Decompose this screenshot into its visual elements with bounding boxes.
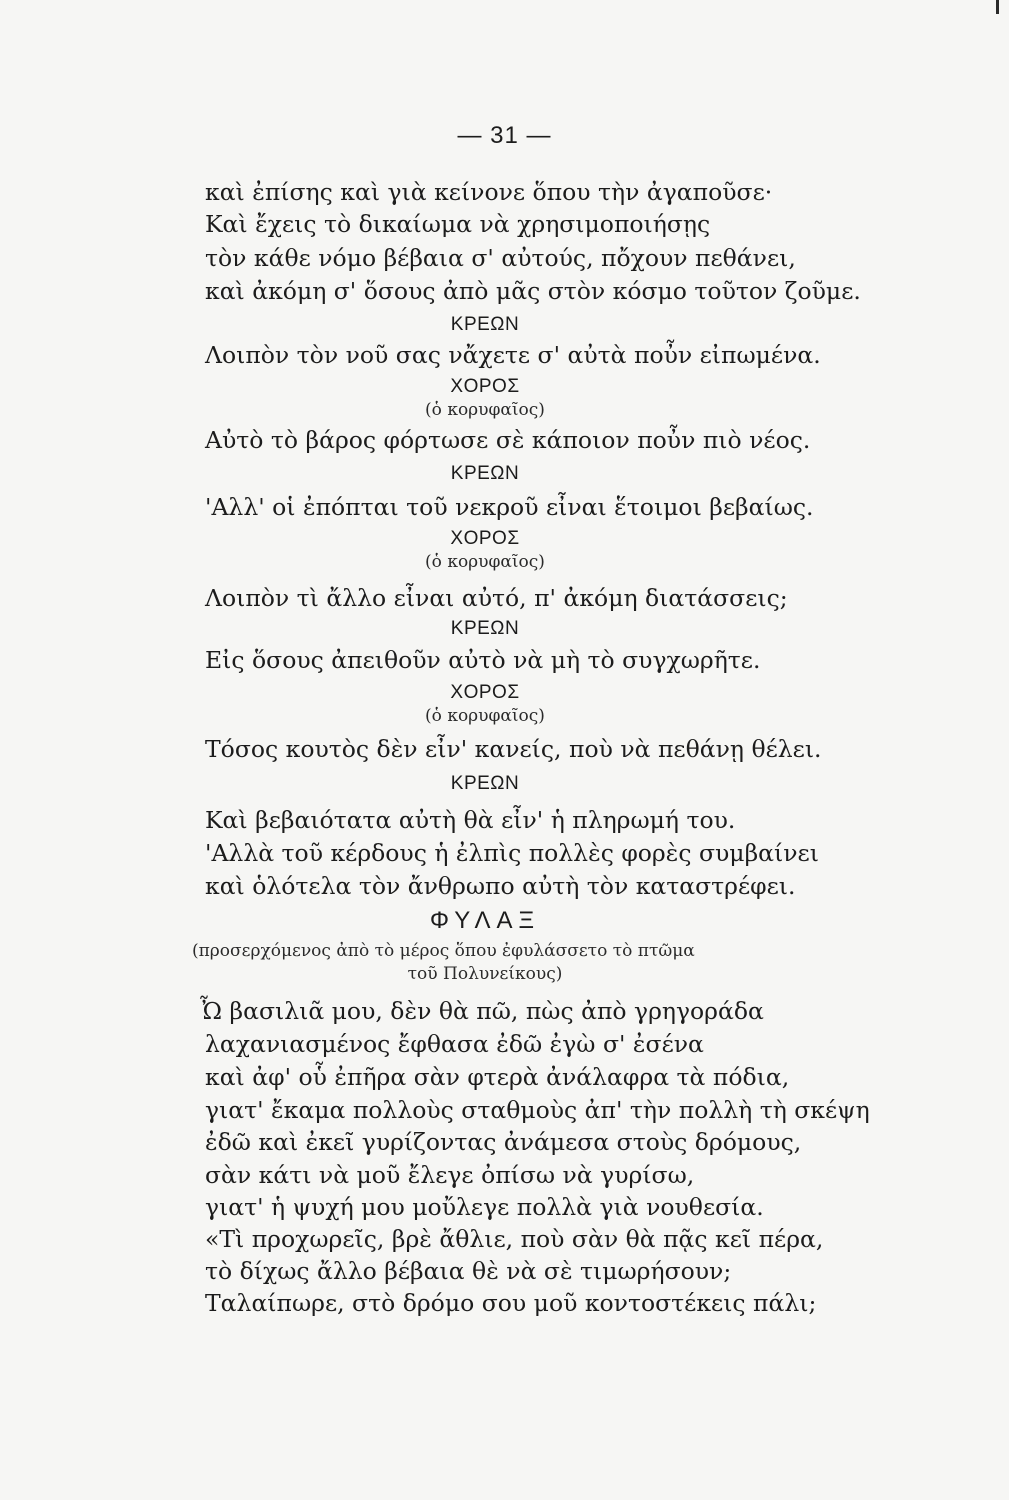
speaker-chorus: ΧΟΡΟΣ: [450, 528, 520, 549]
verse-line: καὶ ὁλότελα τὸν ἄνθρωπο αὐτὴ τὸν καταστρέφει.: [205, 872, 796, 900]
speaker-creon: ΚΡΕΩΝ: [450, 314, 520, 335]
scan-edge-mark: [996, 0, 999, 14]
verse-line: καὶ ἀκόμη σ' ὅσους ἀπὸ μᾶς στὸν κόσμο τοῦτον ζοῦμε.: [205, 277, 861, 305]
verse-line: Ταλαίπωρε, στὸ δρόμο σου μοῦ κοντοστέκεις πάλι;: [205, 1289, 817, 1317]
stage-direction: (ὁ κορυφαῖος): [425, 552, 545, 572]
stage-direction: (ὁ κορυφαῖος): [425, 400, 545, 420]
speaker-chorus: ΧΟΡΟΣ: [450, 376, 520, 397]
verse-line: ἐδῶ καὶ ἐκεῖ γυρίζοντας ἀνάμεσα στοὺς δρόμους,: [205, 1128, 802, 1156]
verse-line: Αὐτὸ τὸ βάρος φόρτωσε σὲ κάποιον ποὖν πιὸ νέος.: [205, 426, 811, 454]
stage-direction: (προσερχόμενος ἀπὸ τὸ μέρος ὅπου ἐφυλάσσετο τὸ πτῶμα: [192, 941, 695, 961]
stage-direction: (ὁ κορυφαῖος): [425, 706, 545, 726]
verse-line: Εἰς ὅσους ἀπειθοῦν αὐτὸ νὰ μὴ τὸ συγχωρῆτε.: [205, 646, 761, 674]
verse-line: τὸ δίχως ἄλλο βέβαια θὲ νὰ σὲ τιμωρήσουν;: [205, 1257, 732, 1285]
verse-line: Καὶ ἔχεις τὸ δικαίωμα νὰ χρησιμοποιήσῃς: [205, 210, 711, 238]
verse-line: καὶ ἐπίσης καὶ γιὰ κείνονε ὅπου τὴν ἀγαποῦσε·: [205, 178, 773, 206]
speaker-guard: ΦΥΛΑΞ: [429, 907, 541, 934]
verse-line: «Τὶ προχωρεῖς, βρὲ ἄθλιε, ποὺ σὰν θὰ πᾷς κεῖ πέρα,: [205, 1225, 824, 1253]
speaker-chorus: ΧΟΡΟΣ: [450, 682, 520, 703]
stage-direction: τοῦ Πολυνείκους): [407, 964, 563, 984]
speaker-creon: ΚΡΕΩΝ: [450, 618, 520, 639]
speaker-creon: ΚΡΕΩΝ: [450, 773, 520, 794]
verse-line: σὰν κάτι νὰ μοῦ ἔλεγε ὀπίσω νὰ γυρίσω,: [205, 1161, 695, 1189]
speaker-creon: ΚΡΕΩΝ: [450, 463, 520, 484]
verse-line: γιατ' ἡ ψυχή μου μοὔλεγε πολλὰ γιὰ νουθεσία.: [205, 1193, 764, 1221]
verse-line: γιατ' ἔκαμα πολλοὺς σταθμοὺς ἀπ' τὴν πολλὴ τὴ σκέψη: [205, 1096, 870, 1124]
verse-line: τὸν κάθε νόμο βέβαια σ' αὐτούς, πὄχουν πεθάνει,: [205, 244, 796, 272]
verse-line: Λοιπὸν τὶ ἄλλο εἶναι αὐτό, π' ἀκόμη διατάσσεις;: [205, 584, 788, 612]
verse-line: Ὦ βασιλιᾶ μου, δὲν θὰ πῶ, πὼς ἀπὸ γρηγοράδα: [200, 997, 764, 1025]
verse-line: 'Αλλ' οἱ ἐπόπται τοῦ νεκροῦ εἶναι ἕτοιμοι βεβαίως.: [205, 493, 814, 521]
verse-line: Λοιπὸν τὸν νοῦ σας νἄχετε σ' αὐτὰ ποὖν εἰπωμένα.: [205, 341, 821, 369]
verse-line: καὶ ἀφ' οὗ ἐπῆρα σὰν φτερὰ ἀνάλαφρα τὰ πόδια,: [205, 1063, 790, 1091]
verse-line: 'Αλλὰ τοῦ κέρδους ἡ ἐλπὶς πολλὲς φορὲς συμβαίνει: [205, 839, 819, 867]
verse-line: Τόσος κουτὸς δὲν εἶν' κανείς, ποὺ νὰ πεθάνῃ θέλει.: [205, 735, 822, 763]
verse-line: λαχανιασμένος ἔφθασα ἐδῶ ἐγὼ σ' ἐσένα: [205, 1030, 704, 1058]
verse-line: Καὶ βεβαιότατα αὐτὴ θὰ εἶν' ἡ πληρωμή του.: [205, 806, 736, 834]
page-number: — 31 —: [457, 122, 552, 149]
